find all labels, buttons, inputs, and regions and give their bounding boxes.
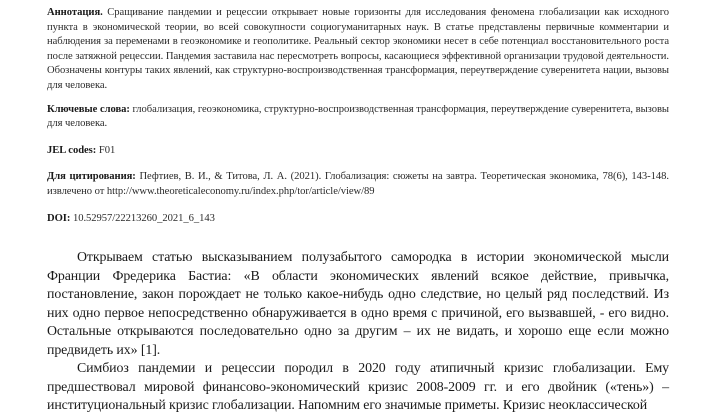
doi-text: 10.52957/22213260_2021_6_143 bbox=[72, 212, 215, 224]
citation-label: Для цитирования: bbox=[47, 171, 136, 183]
keywords-block bbox=[47, 103, 669, 132]
article-body bbox=[47, 249, 669, 416]
jel-codes-block bbox=[47, 144, 669, 159]
keywords-text: глобализация, геоэкономика, структурно-воспроизводственная трансформация, переутверждение суверенитета, вызовы для человека. bbox=[47, 103, 669, 130]
doi-label: DOI: bbox=[47, 212, 71, 224]
abstract-block bbox=[47, 6, 669, 94]
doi-block bbox=[47, 212, 669, 227]
body-paragraph: Открываем статью высказыванием полузабытого самородка в истории экономической мысли Франции Фредерика Бастиа: «В области экономических явлений всякое действие, привычка, постановление, закон порождает не только какое-нибудь одно следствие, но целый ряд последствий. Из них одно первое непосредственно обнаруживается в одно время с причиной, его вызвавшей, - его видно. Остальные открываются последовательно одно за другим – их не видать, и хорошо еще если можно предвидеть их» [1]. bbox=[47, 250, 669, 358]
body-paragraph: Симбиоз пандемии и рецессии породил в 2020 году атипичный кризис глобализации. Ему предшествовал мировой финансово-экономический кризис 2008-2009 гг. и его двойник («тень») – институциональный кризис глобализации. Напомним его значимые приметы. Кризис неоклассической bbox=[47, 361, 669, 413]
jel-label: JEL codes: bbox=[47, 144, 97, 156]
jel-text: F01 bbox=[98, 144, 116, 156]
abstract-label: Аннотация. bbox=[47, 7, 103, 18]
citation-block bbox=[47, 170, 669, 199]
abstract-text: Сращивание пандемии и рецессии открывает новые горизонты для исследования феномена глобализации как исходного пункта в экономической теории, во всей совокупности социогуманитарных наук. В статье представлены первичные комментарии и наблюдения за переменами в геоэкономике и геополитике. Реальный сектор экономики несет в себе потенциал восстановительного роста после затяжной рецессии. Пандемия заставила нас пересмотреть вопросы, касающиеся эффективной организации трудовой деятельности. Обозначены контуры таких явлений, как структурно-воспроизводственная трансформация, переутверждение суверенитета нации, вызовы для человека. bbox=[47, 7, 669, 91]
citation-text: Пефтиев, В. И., & Титова, Л. А. (2021). Глобализация: сюжеты на завтра. Теоретическая экономика, 78(6), 143-148. извлечено от http://www.theoreticaleconomy.ru/index.php/tor/article/view/89 bbox=[47, 171, 669, 197]
article-metadata bbox=[47, 0, 669, 226]
keywords-label: Ключевые слова: bbox=[47, 103, 130, 115]
